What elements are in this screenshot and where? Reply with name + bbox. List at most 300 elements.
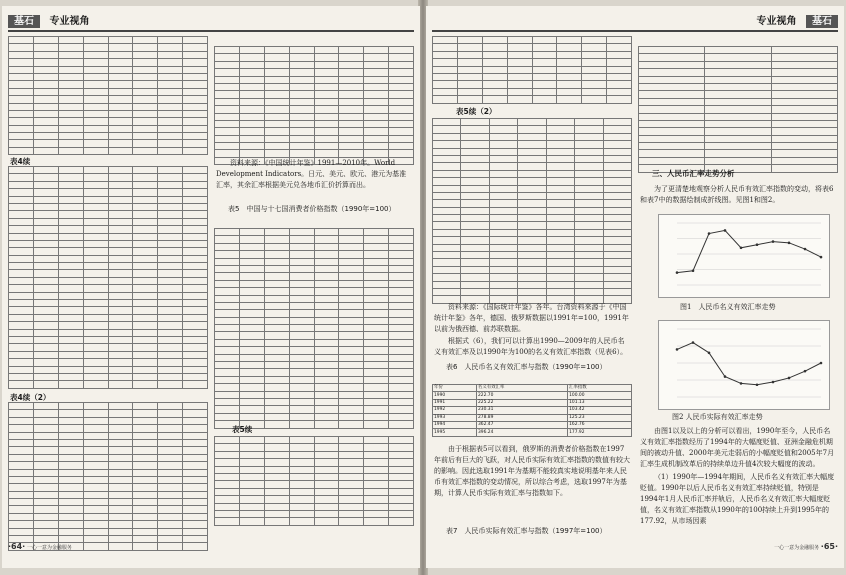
table-cell bbox=[314, 406, 339, 413]
table-cell bbox=[108, 248, 133, 255]
table-row bbox=[9, 147, 208, 154]
table-cell bbox=[183, 44, 208, 51]
table-cell bbox=[364, 376, 389, 383]
table-cell bbox=[158, 292, 183, 299]
table-cell bbox=[158, 233, 183, 240]
table-cell bbox=[33, 263, 58, 270]
table-cell bbox=[518, 237, 546, 244]
table-row bbox=[215, 288, 414, 295]
table-cell bbox=[771, 76, 837, 83]
table-cell bbox=[158, 181, 183, 188]
table-cell bbox=[339, 143, 364, 150]
table-cell bbox=[158, 528, 183, 535]
table-cell bbox=[83, 417, 108, 424]
table-cell: 125.23 bbox=[568, 414, 632, 421]
table-row bbox=[9, 300, 208, 307]
data-point bbox=[788, 242, 791, 245]
table-cell: 101.13 bbox=[568, 399, 632, 406]
table-row bbox=[433, 237, 632, 244]
table-row bbox=[639, 128, 838, 135]
table-cell bbox=[108, 447, 133, 454]
table-cell bbox=[33, 506, 58, 513]
table-cell bbox=[58, 403, 83, 410]
table-cell bbox=[389, 332, 414, 339]
table-cell bbox=[239, 481, 264, 488]
table-cell bbox=[546, 192, 574, 199]
table-cell bbox=[389, 437, 414, 444]
table-cell bbox=[9, 381, 34, 388]
table-cell bbox=[33, 203, 58, 210]
table-cell bbox=[433, 88, 458, 95]
table-cell bbox=[364, 143, 389, 150]
table-cell bbox=[314, 120, 339, 127]
table-cell: 100.00 bbox=[568, 392, 632, 399]
table-cell bbox=[133, 277, 158, 284]
data-point bbox=[820, 362, 823, 365]
left-header bbox=[8, 12, 95, 28]
table-cell bbox=[705, 98, 771, 105]
table-cell bbox=[83, 189, 108, 196]
table-cell bbox=[582, 81, 607, 88]
table-cell bbox=[108, 462, 133, 469]
table-cell bbox=[215, 69, 240, 76]
table-cell bbox=[264, 459, 289, 466]
table-cell bbox=[314, 106, 339, 113]
table-cell bbox=[83, 491, 108, 498]
table-cell bbox=[158, 381, 183, 388]
table-cell bbox=[546, 266, 574, 273]
table-cell bbox=[289, 466, 314, 473]
table-cell bbox=[183, 96, 208, 103]
table-cell bbox=[314, 47, 339, 54]
table-cell bbox=[433, 266, 461, 273]
table-row bbox=[433, 192, 632, 199]
table-cell bbox=[158, 344, 183, 351]
table-cell bbox=[389, 496, 414, 503]
table-cell bbox=[215, 302, 240, 309]
series-line bbox=[677, 343, 821, 385]
table-cell bbox=[314, 150, 339, 157]
table-cell bbox=[518, 215, 546, 222]
table-cell bbox=[546, 163, 574, 170]
table-cell bbox=[264, 120, 289, 127]
table-row bbox=[9, 233, 208, 240]
table-cell bbox=[389, 128, 414, 135]
table-row bbox=[215, 406, 414, 413]
table-cell bbox=[83, 439, 108, 446]
table-cell bbox=[58, 181, 83, 188]
header-column: 专业视角 bbox=[49, 16, 90, 27]
series-line bbox=[677, 230, 821, 272]
table-cell bbox=[339, 451, 364, 458]
table-cell: 225.22 bbox=[477, 399, 568, 406]
table-row bbox=[9, 462, 208, 469]
table-cell bbox=[33, 167, 58, 174]
table-row bbox=[9, 484, 208, 491]
table-cell bbox=[389, 280, 414, 287]
table-cell bbox=[314, 496, 339, 503]
table-cell bbox=[289, 496, 314, 503]
table-cell bbox=[575, 274, 603, 281]
table-cell bbox=[9, 513, 34, 520]
table-cell: 278.89 bbox=[477, 414, 568, 421]
table-cell bbox=[603, 237, 631, 244]
data-point bbox=[756, 243, 759, 246]
table-cell bbox=[264, 288, 289, 295]
table-cell bbox=[58, 240, 83, 247]
table-cell bbox=[108, 381, 133, 388]
table-cell bbox=[575, 281, 603, 288]
table-row bbox=[9, 44, 208, 51]
table-cell bbox=[557, 51, 582, 58]
table-row bbox=[9, 96, 208, 103]
table-row bbox=[639, 120, 838, 127]
table-cell bbox=[215, 391, 240, 398]
right-page bbox=[426, 6, 844, 568]
table-cell bbox=[264, 325, 289, 332]
table-cell bbox=[83, 196, 108, 203]
table-cell bbox=[83, 425, 108, 432]
table-cell bbox=[289, 317, 314, 324]
table-row bbox=[215, 69, 414, 76]
table-cell bbox=[289, 288, 314, 295]
data-point bbox=[724, 375, 727, 378]
table-cell bbox=[557, 96, 582, 103]
table-cell bbox=[603, 222, 631, 229]
table-cell bbox=[639, 113, 705, 120]
table-cell bbox=[133, 88, 158, 95]
table-cell bbox=[158, 81, 183, 88]
table-cell bbox=[389, 488, 414, 495]
table-cell bbox=[339, 302, 364, 309]
table-cell bbox=[518, 207, 546, 214]
table-cell bbox=[215, 398, 240, 405]
table-cell bbox=[183, 285, 208, 292]
table-cell bbox=[546, 141, 574, 148]
table-cell bbox=[389, 106, 414, 113]
table-6 bbox=[432, 384, 632, 437]
table-cell bbox=[607, 37, 632, 44]
table-cell bbox=[133, 366, 158, 373]
table-cell bbox=[215, 251, 240, 258]
table-row bbox=[9, 263, 208, 270]
table-cell bbox=[389, 339, 414, 346]
table-cell bbox=[389, 451, 414, 458]
table-cell bbox=[58, 196, 83, 203]
table-cell bbox=[364, 421, 389, 428]
table-cell bbox=[314, 295, 339, 302]
table-cell bbox=[58, 147, 83, 154]
table-4b bbox=[8, 402, 208, 551]
table-cell bbox=[33, 196, 58, 203]
table-cell bbox=[314, 362, 339, 369]
table-cell bbox=[575, 133, 603, 140]
table-cell bbox=[364, 236, 389, 243]
table-cell bbox=[264, 143, 289, 150]
table-cell bbox=[158, 167, 183, 174]
table-cell bbox=[433, 207, 461, 214]
table-5b bbox=[432, 118, 632, 304]
table-cell bbox=[433, 281, 461, 288]
table-cell bbox=[639, 54, 705, 61]
table-row bbox=[215, 362, 414, 369]
table-cell bbox=[705, 61, 771, 68]
table-row bbox=[9, 103, 208, 110]
table-cell bbox=[83, 110, 108, 117]
table-cell bbox=[546, 200, 574, 207]
table-cell bbox=[457, 81, 482, 88]
table-cell bbox=[289, 488, 314, 495]
table-cell bbox=[389, 150, 414, 157]
table-cell bbox=[433, 259, 461, 266]
table-cell bbox=[389, 54, 414, 61]
table-row bbox=[215, 106, 414, 113]
table-cell bbox=[58, 285, 83, 292]
table-cell bbox=[215, 451, 240, 458]
table-cell bbox=[264, 273, 289, 280]
table-cell bbox=[133, 147, 158, 154]
table-cell bbox=[264, 295, 289, 302]
table-cell bbox=[457, 44, 482, 51]
table-cell bbox=[183, 314, 208, 321]
table-cell bbox=[339, 113, 364, 120]
table-cell bbox=[215, 510, 240, 517]
table-cell bbox=[457, 66, 482, 73]
table-cell bbox=[433, 170, 461, 177]
table-cell bbox=[518, 185, 546, 192]
table-cell bbox=[482, 96, 507, 103]
table-cell bbox=[83, 103, 108, 110]
table-cell bbox=[58, 329, 83, 336]
table-cell bbox=[108, 476, 133, 483]
table-row bbox=[9, 255, 208, 262]
table-row bbox=[215, 332, 414, 339]
table-cell bbox=[9, 196, 34, 203]
table-cell bbox=[83, 88, 108, 95]
table-row bbox=[433, 155, 632, 162]
table-cell bbox=[239, 251, 264, 258]
table-cell bbox=[289, 437, 314, 444]
table-cell bbox=[33, 513, 58, 520]
table-row bbox=[215, 503, 414, 510]
table-cell bbox=[58, 528, 83, 535]
table-cell bbox=[83, 240, 108, 247]
table-cell bbox=[33, 140, 58, 147]
table-row bbox=[639, 91, 838, 98]
table-cell bbox=[183, 103, 208, 110]
table-cell: 汇率指数 bbox=[568, 385, 632, 392]
table-cell bbox=[289, 384, 314, 391]
table-cell bbox=[183, 255, 208, 262]
table-row bbox=[215, 54, 414, 61]
table-cell bbox=[489, 215, 517, 222]
table-cell bbox=[33, 351, 58, 358]
table-row bbox=[433, 59, 632, 66]
table-cell bbox=[603, 252, 631, 259]
table-cell bbox=[108, 73, 133, 80]
table-cell bbox=[339, 106, 364, 113]
table-cell bbox=[158, 322, 183, 329]
table-cell bbox=[108, 300, 133, 307]
table-cell: 1992 bbox=[433, 407, 477, 414]
table-6-values bbox=[638, 46, 838, 173]
table-row bbox=[9, 203, 208, 210]
table-cell bbox=[133, 211, 158, 218]
table-row bbox=[9, 196, 208, 203]
table-cell bbox=[339, 273, 364, 280]
table-cell bbox=[339, 47, 364, 54]
table-cell bbox=[639, 91, 705, 98]
table-cell bbox=[83, 506, 108, 513]
table-cell bbox=[33, 425, 58, 432]
table-cell bbox=[33, 454, 58, 461]
table-cell bbox=[183, 491, 208, 498]
table-cell bbox=[33, 521, 58, 528]
table-cell bbox=[58, 499, 83, 506]
table-cell bbox=[289, 451, 314, 458]
table-cell bbox=[9, 521, 34, 528]
table-cell bbox=[9, 359, 34, 366]
table-cell bbox=[133, 233, 158, 240]
table-cell bbox=[58, 263, 83, 270]
table-cell bbox=[9, 211, 34, 218]
table-cell: 222.70 bbox=[477, 392, 568, 399]
table-cell bbox=[133, 536, 158, 543]
table-cell bbox=[289, 150, 314, 157]
table-cell bbox=[389, 265, 414, 272]
table-cell bbox=[264, 406, 289, 413]
table-cell bbox=[83, 373, 108, 380]
table-cell bbox=[239, 128, 264, 135]
table-cell bbox=[9, 373, 34, 380]
data-point bbox=[692, 269, 695, 272]
table-cell bbox=[83, 344, 108, 351]
table-row bbox=[433, 215, 632, 222]
table-cell bbox=[133, 410, 158, 417]
table-cell bbox=[518, 266, 546, 273]
table-cell bbox=[183, 147, 208, 154]
table-row bbox=[215, 243, 414, 250]
table-cell bbox=[546, 222, 574, 229]
figure-1-chart bbox=[658, 214, 830, 298]
table-cell bbox=[215, 362, 240, 369]
table-cell bbox=[183, 292, 208, 299]
table-cell bbox=[264, 488, 289, 495]
table-cell bbox=[108, 96, 133, 103]
table-row bbox=[433, 88, 632, 95]
table-row bbox=[9, 521, 208, 528]
table-cell bbox=[108, 322, 133, 329]
table-row bbox=[215, 295, 414, 302]
table-cell bbox=[158, 469, 183, 476]
table-cell bbox=[461, 200, 489, 207]
table-cell bbox=[264, 243, 289, 250]
table-cell bbox=[289, 295, 314, 302]
table-cell bbox=[461, 178, 489, 185]
table-row bbox=[9, 248, 208, 255]
table-cell bbox=[58, 300, 83, 307]
table-row bbox=[9, 381, 208, 388]
table-cell bbox=[83, 366, 108, 373]
table-row bbox=[639, 69, 838, 76]
table-cell bbox=[183, 174, 208, 181]
table-cell bbox=[83, 469, 108, 476]
table-cell bbox=[158, 403, 183, 410]
table-cell bbox=[264, 76, 289, 83]
table-cell: 396.24 bbox=[477, 429, 568, 436]
table-row bbox=[9, 336, 208, 343]
table-cell bbox=[289, 325, 314, 332]
table-cell bbox=[108, 454, 133, 461]
table-cell bbox=[289, 421, 314, 428]
table-cell bbox=[215, 135, 240, 142]
table-cell bbox=[183, 329, 208, 336]
table-cell bbox=[603, 192, 631, 199]
table-cell bbox=[58, 292, 83, 299]
table-cell bbox=[158, 96, 183, 103]
table-cell bbox=[264, 229, 289, 236]
table-cell bbox=[314, 421, 339, 428]
table-cell bbox=[264, 369, 289, 376]
table-cell bbox=[364, 503, 389, 510]
table-cell bbox=[557, 44, 582, 51]
table-cell bbox=[33, 226, 58, 233]
table-cell bbox=[158, 189, 183, 196]
table-cell bbox=[364, 347, 389, 354]
table-cell bbox=[83, 248, 108, 255]
table-cell bbox=[183, 51, 208, 58]
table-cell bbox=[108, 140, 133, 147]
table-cell bbox=[108, 536, 133, 543]
table-cell bbox=[215, 76, 240, 83]
table-cell bbox=[33, 255, 58, 262]
table-cell bbox=[183, 203, 208, 210]
table-cell bbox=[133, 73, 158, 80]
table-cell bbox=[33, 373, 58, 380]
table-row bbox=[433, 73, 632, 80]
table-cell bbox=[215, 113, 240, 120]
table-cell bbox=[314, 354, 339, 361]
table-cell bbox=[215, 243, 240, 250]
table-cell bbox=[239, 302, 264, 309]
table-cell bbox=[364, 229, 389, 236]
table-cell: 年份 bbox=[433, 385, 477, 392]
table-row bbox=[9, 277, 208, 284]
table-cell bbox=[314, 243, 339, 250]
table-cell bbox=[83, 285, 108, 292]
table-cell bbox=[33, 491, 58, 498]
table-cell bbox=[314, 347, 339, 354]
table-cell bbox=[389, 376, 414, 383]
table-cell bbox=[575, 237, 603, 244]
table-cell bbox=[582, 44, 607, 51]
table-cell bbox=[289, 398, 314, 405]
table-row bbox=[215, 473, 414, 480]
table-cell bbox=[133, 255, 158, 262]
table-cell bbox=[289, 310, 314, 317]
table-cell bbox=[518, 274, 546, 281]
table-cell bbox=[58, 417, 83, 424]
table-row bbox=[215, 91, 414, 98]
table-cell bbox=[33, 432, 58, 439]
table-cell bbox=[289, 47, 314, 54]
table-cell bbox=[215, 150, 240, 157]
table-cell bbox=[575, 207, 603, 214]
table-row bbox=[9, 118, 208, 125]
table-cell bbox=[108, 285, 133, 292]
table-row bbox=[215, 347, 414, 354]
table-cell bbox=[33, 88, 58, 95]
